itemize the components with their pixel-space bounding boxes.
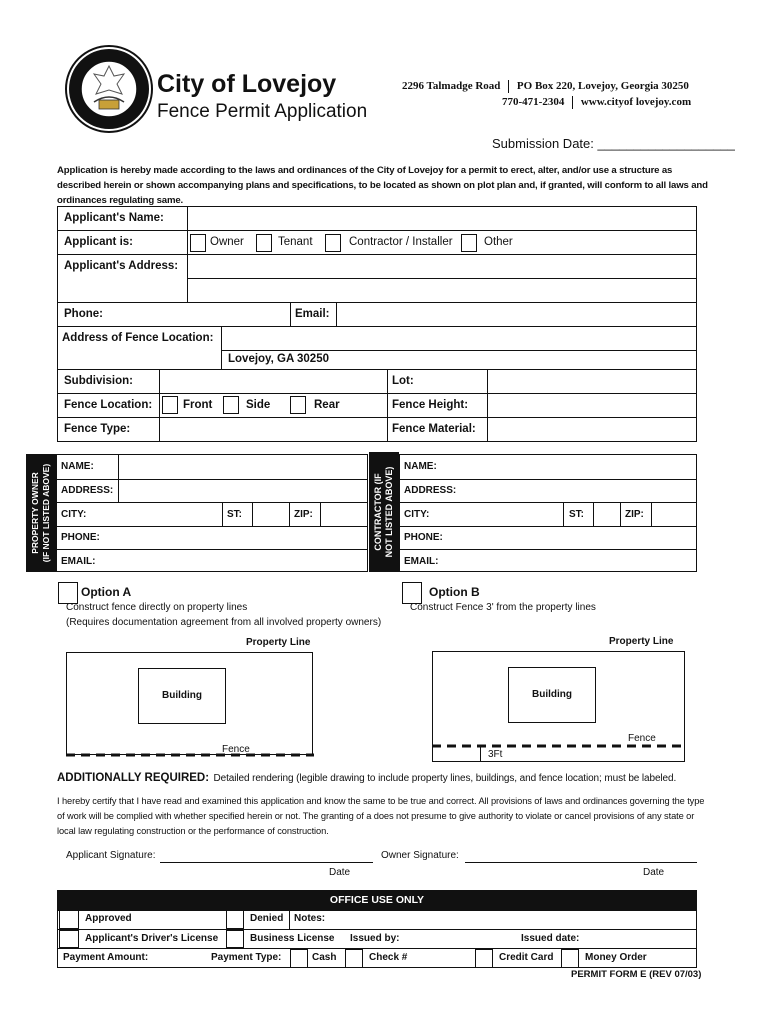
approved-checkbox[interactable] xyxy=(59,910,79,929)
credit-card-label: Credit Card xyxy=(499,952,554,963)
applicant-date-label: Date xyxy=(329,867,351,878)
license-checkbox[interactable] xyxy=(59,930,79,948)
option-a-desc-1: Construct fence directly on property lines xyxy=(66,602,248,613)
tenant-checkbox[interactable] xyxy=(256,234,272,252)
owner-side-label-2: (IF NOT LISTED ABOVE) xyxy=(41,463,51,563)
contractor-email-label: EMAIL: xyxy=(404,556,439,567)
owner-name-label: NAME: xyxy=(61,461,94,472)
option-a-fence-line xyxy=(66,752,314,758)
owner-side-label-1: PROPERTY OWNER xyxy=(30,472,40,554)
owner-side-label xyxy=(30,454,52,572)
owner-label: Owner xyxy=(210,236,244,248)
office-title: OFFICE USE ONLY xyxy=(329,894,425,906)
fence-address-field[interactable] xyxy=(223,328,695,349)
money-order-checkbox[interactable] xyxy=(561,949,579,968)
rear-checkbox[interactable] xyxy=(290,396,306,414)
business-license-label: Business License xyxy=(250,933,335,944)
approved-label: Approved xyxy=(85,913,132,924)
contractor-phone-label: PHONE: xyxy=(404,532,443,543)
option-b-title: Option B xyxy=(429,585,480,599)
owner-address-label: ADDRESS: xyxy=(61,485,114,496)
owner-st-label: ST: xyxy=(227,509,242,520)
business-license-checkbox[interactable] xyxy=(226,930,244,948)
additional-required xyxy=(57,768,676,786)
fence-height-label: Fence Height: xyxy=(392,399,469,411)
front-checkbox[interactable] xyxy=(162,396,178,414)
submission-date[interactable]: Submission Date: ___________________ xyxy=(492,136,735,151)
contractor-city-label: CITY: xyxy=(404,509,430,520)
owner-phone-label: PHONE: xyxy=(61,532,100,543)
option-a-fence-label: Fence xyxy=(222,744,250,755)
front-label: Front xyxy=(183,399,213,411)
owner-name-field[interactable] xyxy=(120,456,366,478)
applicant-signature-line[interactable] xyxy=(160,862,373,863)
side-checkbox[interactable] xyxy=(223,396,239,414)
contractor-checkbox[interactable] xyxy=(325,234,341,252)
owner-date-label: Date xyxy=(643,867,665,878)
other-label: Other xyxy=(484,236,513,248)
option-b-checkbox[interactable] xyxy=(402,582,422,604)
fence-height-field[interactable] xyxy=(489,395,695,416)
money-order-label: Money Order xyxy=(585,952,647,963)
check-checkbox[interactable] xyxy=(345,949,363,968)
option-a-title: Option A xyxy=(81,585,132,599)
owner-email-label: EMAIL: xyxy=(61,556,96,567)
applicant-signature-label: Applicant Signature: xyxy=(66,850,156,861)
option-b-desc: Construct Fence 3' from the property lines xyxy=(410,602,596,613)
cash-checkbox[interactable] xyxy=(290,949,308,968)
cash-label: Cash xyxy=(312,952,337,963)
option-a-building-label: Building xyxy=(162,690,202,701)
tenant-label: Tenant xyxy=(278,236,313,248)
phone-field[interactable] xyxy=(110,304,288,324)
option-b-fence-label: Fence xyxy=(628,733,656,744)
payment-amount-label: Payment Amount: xyxy=(63,952,149,963)
option-a-checkbox[interactable] xyxy=(58,582,78,604)
applicant-name-field[interactable] xyxy=(189,208,695,229)
check-label: Check # xyxy=(369,952,408,963)
side-label: Side xyxy=(246,399,271,411)
contractor-side-label-2: NOT LISTED ABOVE) xyxy=(384,466,394,558)
owner-city-label: CITY: xyxy=(61,509,87,520)
phone-label: Phone: xyxy=(64,308,103,320)
website: www.cityof lovejoy.com xyxy=(580,96,692,109)
denied-checkbox[interactable] xyxy=(226,910,244,929)
issued-date-label: Issued date: xyxy=(521,933,580,944)
city-seal xyxy=(64,44,154,134)
issued-by-label: Issued by: xyxy=(350,933,400,944)
form-title: Fence Permit Application xyxy=(157,101,368,122)
fence-type-field[interactable] xyxy=(161,419,385,440)
option-b-setback-marker xyxy=(480,745,481,761)
owner-signature-label: Owner Signature: xyxy=(381,850,459,861)
form-id: PERMIT FORM E (REV 07/03) xyxy=(571,969,702,980)
fence-material-label: Fence Material: xyxy=(392,423,476,435)
po-box: PO Box 220, Lovejoy, Georgia 30250 xyxy=(516,80,689,93)
applicant-address-field[interactable] xyxy=(189,256,695,300)
option-b-fence-line xyxy=(432,743,685,749)
contractor-side-label xyxy=(373,452,395,572)
certification-text: I hereby certify that I have read and examined this application and know the same to be true and correct. All provisions of laws and ordinances governing the type of work will be complied with whether specified herein or not. The granting of a does not presume to give authority to violate or cancel provisions of any state or local law regulating construction or the performance of construction. xyxy=(57,796,705,836)
other-checkbox[interactable] xyxy=(461,234,477,252)
owner-zip-label: ZIP: xyxy=(294,509,313,520)
denied-label: Denied xyxy=(250,913,284,924)
intro-text: Application is hereby made according to the laws and ordinances of the City of Lovejoy for a permit to erect, alter, and/or use a structure as described herein or shown accompanying plans and specifications, to be located as shown on plot plan and, if granted, will conform to all laws and ordinances regulating same. xyxy=(57,165,708,206)
subdivision-field[interactable] xyxy=(161,371,385,392)
additional-text: Detailed rendering (legible drawing to include property lines, buildings, and fence location; must be labeled. xyxy=(213,773,677,784)
option-b-property-line-label: Property Line xyxy=(609,636,674,647)
additional-label: ADDITIONALLY REQUIRED: xyxy=(57,772,210,784)
phone-number: 770-471-2304 xyxy=(502,96,565,109)
fence-city-state: Lovejoy, GA 30250 xyxy=(228,353,329,365)
fence-location-label: Fence Location: xyxy=(64,399,153,411)
contractor-zip-label: ZIP: xyxy=(625,509,644,520)
contact-line-1 xyxy=(402,80,689,93)
option-b-building-label: Building xyxy=(532,689,572,700)
owner-address-field[interactable] xyxy=(120,481,366,501)
subdivision-label: Subdivision: xyxy=(64,375,133,387)
license-label: Applicant's Driver's License xyxy=(85,933,219,944)
applicant-name-label: Applicant's Name: xyxy=(64,212,164,224)
applicant-address-label: Applicant's Address: xyxy=(64,260,179,272)
contractor-label: Contractor / Installer xyxy=(349,236,453,248)
lot-field[interactable] xyxy=(489,371,695,392)
rear-label: Rear xyxy=(314,399,340,411)
option-a-desc-2: (Requires documentation agreement from all involved property owners) xyxy=(66,617,382,628)
credit-card-checkbox[interactable] xyxy=(475,949,493,968)
payment-type-label: Payment Type: xyxy=(211,952,282,963)
contractor-address-label: ADDRESS: xyxy=(404,485,457,496)
notes-label: Notes: xyxy=(294,913,326,924)
fence-material-field[interactable] xyxy=(489,419,695,440)
lot-label: Lot: xyxy=(392,375,414,387)
owner-signature-line[interactable] xyxy=(465,862,697,863)
option-a-property-line-label: Property Line xyxy=(246,637,311,648)
contractor-name-label: NAME: xyxy=(404,461,437,472)
owner-checkbox[interactable] xyxy=(190,234,206,252)
contractor-name-field[interactable] xyxy=(445,456,695,478)
email-label: Email: xyxy=(295,308,330,320)
contractor-st-label: ST: xyxy=(569,509,584,520)
fence-address-label: Address of Fence Location: xyxy=(62,332,214,344)
contractor-side-label-1: CONTRACTOR (IF xyxy=(373,473,383,551)
email-field[interactable] xyxy=(338,304,695,324)
city-name: City of Lovejoy xyxy=(157,70,337,98)
option-b-setback-label: 3Ft xyxy=(488,749,503,760)
applicant-is-label: Applicant is: xyxy=(64,236,134,248)
street-address: 2296 Talmadge Road xyxy=(402,80,501,93)
fence-type-label: Fence Type: xyxy=(64,423,131,435)
contact-line-2 xyxy=(502,96,691,109)
